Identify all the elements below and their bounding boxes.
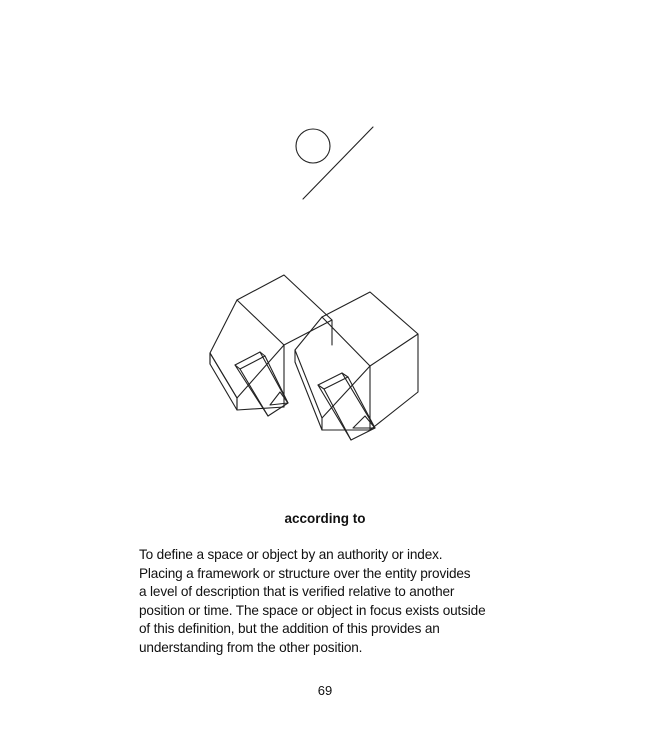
glyph-circle xyxy=(296,129,330,163)
left-block-slot xyxy=(235,352,288,416)
definition-line: Placing a framework or structure over the entity provides xyxy=(139,565,471,581)
isometric-blocks-illustration xyxy=(200,270,460,480)
definition-line: position or time. The space or object in focus exists outside xyxy=(139,602,486,618)
definition-paragraph xyxy=(139,546,519,658)
page-number: 69 xyxy=(317,683,333,698)
definition-line: a level of description that is verified relative to another xyxy=(139,584,455,600)
left-block xyxy=(210,275,332,416)
right-block xyxy=(295,292,418,440)
circle-slash-glyph-icon xyxy=(285,118,385,208)
definition-line: To define a space or object by an authority or index. xyxy=(139,547,443,562)
left-block-wedge xyxy=(270,392,288,405)
term-heading: according to xyxy=(284,511,366,526)
definition-line: of this definition, but the addition of this provides an xyxy=(139,621,440,637)
definition-line: understanding from the other position. xyxy=(139,639,363,655)
